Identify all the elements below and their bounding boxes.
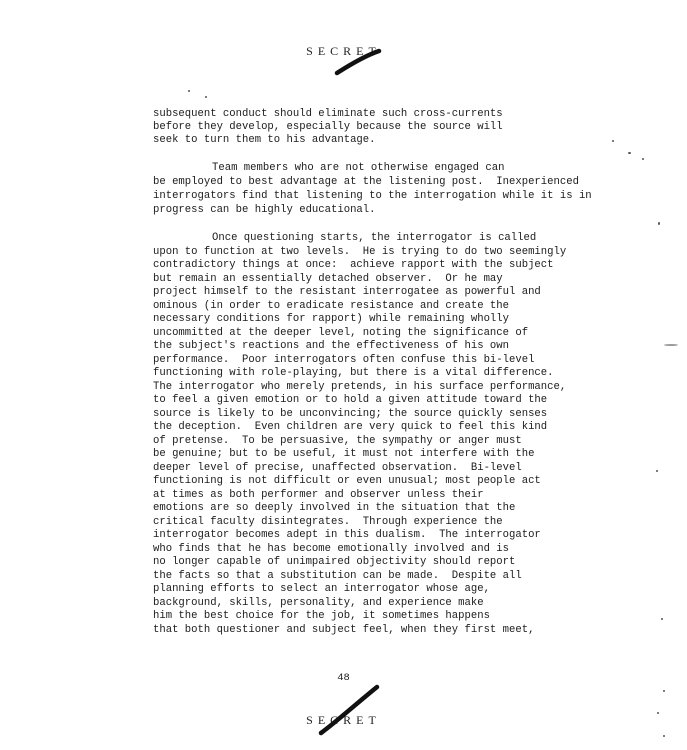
text-line: of pretense. To be persuasive, the sympathy or anger must	[153, 435, 522, 447]
text-line: interrogator becomes adept in this dualism. The interrogator	[153, 529, 541, 541]
classification-marking-top: SECRET	[306, 44, 381, 58]
text-line: Team members who are not otherwise engaged can	[212, 162, 505, 174]
text-line: but remain an essentially detached observer. Or he may	[153, 273, 503, 285]
text-line: background, skills, personality, and experience make	[153, 597, 484, 609]
page-number: 48	[337, 672, 350, 684]
text-line: project himself to the resistant interrogatee as powerful and	[153, 286, 541, 298]
text-line: at times as both performer and observer unless their	[153, 489, 484, 501]
text-line: uncommitted at the deeper level, noting the significance of	[153, 327, 529, 339]
text-line: deeper level of precise, unaffected observation. Bi-level	[153, 462, 522, 474]
text-line: be employed to best advantage at the listening post. Inexperienced	[153, 176, 579, 188]
text-line: no longer capable of unimpaired objectivity should report	[153, 556, 516, 568]
scan-speck	[657, 712, 659, 714]
text-line: subsequent conduct should eliminate such cross-currents	[153, 108, 503, 120]
text-line: that both questioner and subject feel, when they first meet,	[153, 624, 535, 636]
text-line: performance. Poor interrogators often confuse this bi-level	[153, 354, 535, 366]
text-line: who finds that he has become emotionally involved and is	[153, 543, 510, 555]
text-line: the facts so that a substitution can be made. Despite all	[153, 570, 522, 582]
scan-speck	[663, 690, 665, 692]
scan-speck	[658, 222, 660, 225]
text-line: functioning with role-playing, but there is a vital difference.	[153, 367, 554, 379]
text-line: source is likely to be unconvincing; the source quickly senses	[153, 408, 548, 420]
classification-marking-bottom: SECRET	[306, 713, 381, 727]
text-line: Once questioning starts, the interrogator is called	[212, 232, 537, 244]
text-line: necessary conditions for rapport) while remaining wholly	[153, 313, 510, 325]
text-line: contradictory things at once: achieve rapport with the subject	[153, 259, 554, 271]
scan-speck	[664, 344, 678, 346]
text-line: the subject's reactions and the effectiveness of his own	[153, 340, 510, 352]
redaction-slash-top	[334, 48, 382, 76]
text-line: critical faculty disintegrates. Through experience the	[153, 516, 503, 528]
text-line: interrogators find that listening to the interrogation while it is in	[153, 190, 592, 202]
text-line: before they develop, especially because the source will	[153, 121, 503, 133]
text-line: him the best choice for the job, it sometimes happens	[153, 610, 490, 622]
text-line: ominous (in order to eradicate resistance and create the	[153, 300, 510, 312]
text-line: seek to turn them to his advantage.	[153, 134, 376, 146]
text-line: The interrogator who merely pretends, in his surface performance,	[153, 381, 567, 393]
text-line: functioning is not difficult or even unusual; most people act	[153, 475, 541, 487]
scan-speck	[656, 470, 658, 472]
text-line: emotions are so deeply involved in the situation that the	[153, 502, 516, 514]
scan-speck	[205, 96, 207, 98]
scan-speck	[663, 735, 665, 737]
scan-speck	[628, 152, 631, 154]
scan-speck	[642, 158, 644, 160]
text-line: the deception. Even children are very quick to feel this kind	[153, 421, 548, 433]
scan-speck	[188, 90, 190, 92]
text-line: planning efforts to select an interrogator whose age,	[153, 583, 490, 595]
text-line: progress can be highly educational.	[153, 204, 376, 216]
text-line: be genuine; but to be useful, it must not interfere with the	[153, 448, 535, 460]
text-line: upon to function at two levels. He is trying to do two seemingly	[153, 246, 567, 258]
scan-speck	[661, 618, 663, 620]
text-line: to feel a given emotion or to hold a given attitude toward the	[153, 394, 548, 406]
redaction-slash-bottom	[318, 684, 380, 736]
scan-speck	[612, 140, 614, 142]
